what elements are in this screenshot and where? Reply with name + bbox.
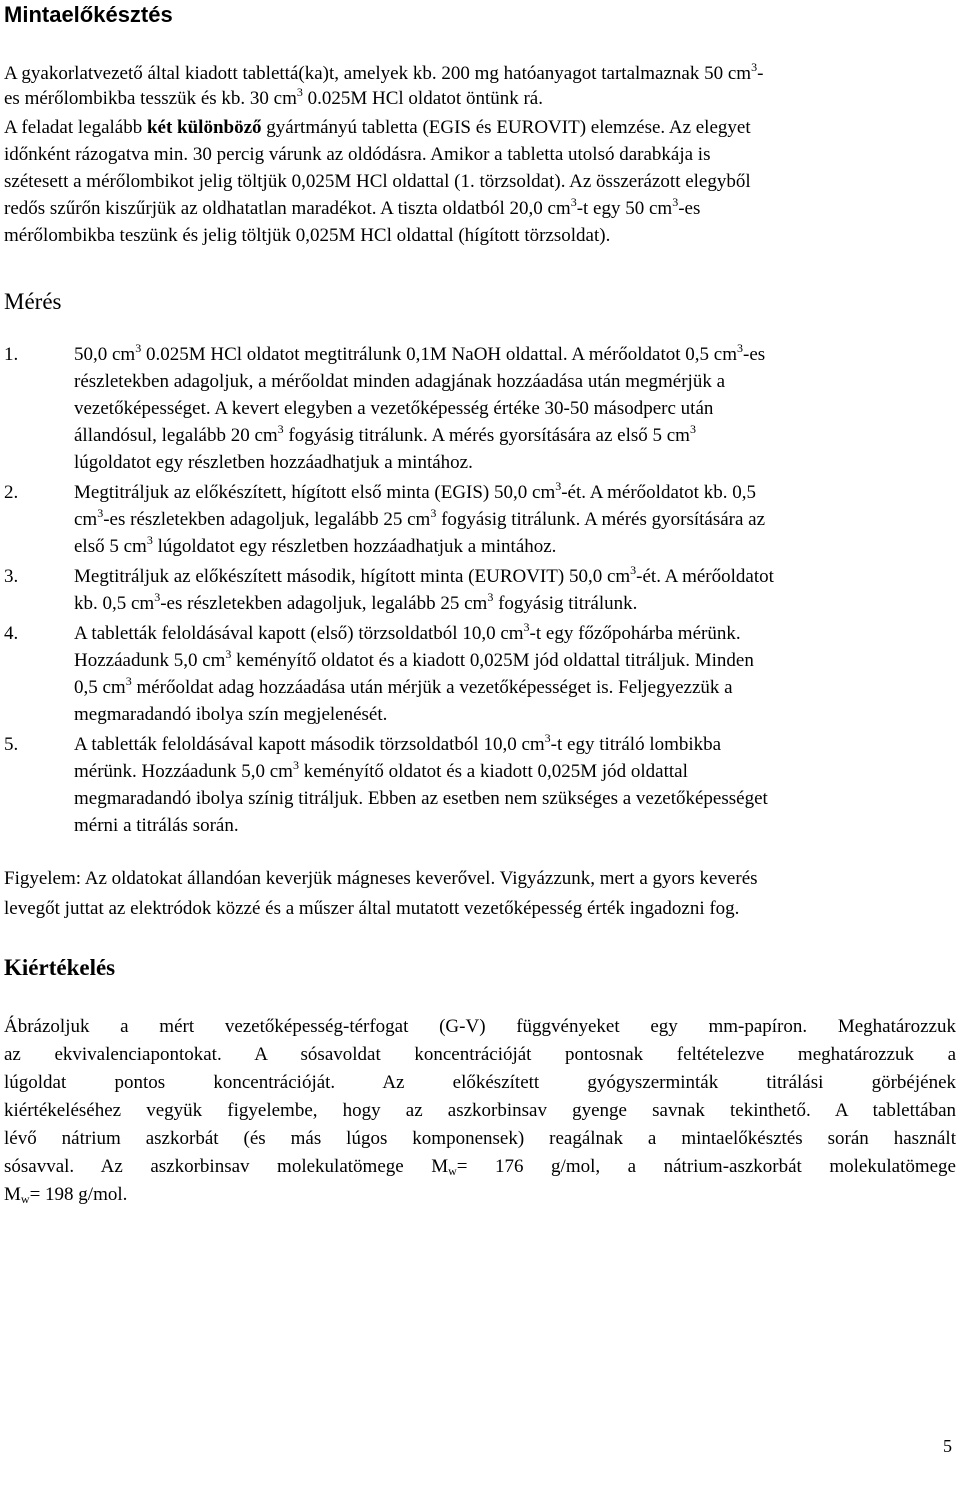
step-number: 2.: [4, 482, 19, 503]
emphasis-two-different: két különböző: [146, 117, 262, 138]
step-line: első 5 $cm^3$ lúgoldatot egy részletben hozzáadhatjuk a mintához.: [74, 533, 557, 557]
warning-line: levegőt juttat az elektródok közzé és a műszer által mutatott vezetőképesség érték ingadozni fog.: [4, 898, 740, 919]
warning-paragraph: [4, 865, 956, 922]
step-line: kb. 0,5 $cm^3-es$ részletekben adagoljuk, legalább 25 $cm^3$ fogyásig titrálunk.: [74, 590, 638, 614]
step-line: 50,0 $cm^3$ 0.025M HCl oldatot megtitrálunk 0,1M NaOH oldattal. A mérőoldatot 0,5 $cm^3-es$: [74, 341, 766, 365]
step-number: 5.: [4, 734, 19, 755]
prep-paragraph: [4, 60, 956, 249]
step-line: 0,5 $cm^3$ mérőoldat adag hozzáadása után mérjük a vezetőképességet is. Feljegyezzük a: [74, 674, 733, 698]
step-item: [4, 563, 956, 617]
prep-line: időnként rázogatva min. 30 percig várunk az oldódásra. Amikor a tabletta utolsó darabkája is: [4, 144, 711, 165]
step-item: [4, 620, 956, 728]
step-number: 1.: [4, 344, 19, 365]
step-line: Megtitráljuk az előkészített, hígított első minta (EGIS) 50,0 $cm^3-ét$. A mérőoldatot kb. 0,5: [74, 479, 756, 503]
eval-line: lévő nátrium aszkorbát (és más lúgos komponensek) reagálnak a mintaelőkésztés során használt: [4, 1128, 956, 1149]
prep-line: A feladat legalább két különböző gyártmányú tabletta (EGIS és EUROVIT) elemzése. Az elegyet: [4, 117, 751, 138]
heading-meres: Mérés: [4, 289, 62, 314]
step-line: A tabletták feloldásával kapott (első) törzsoldatból 10,0 $cm^3-t$ egy főzőpohárba mérünk.: [74, 620, 741, 644]
step-line: megmaradandó ibolya színig titráljuk. Ebben az esetben nem szükséges a vezetőképességet: [74, 788, 768, 809]
step-item: [4, 341, 956, 476]
prep-line: A gyakorlatvezető által kiadott tablettá(ka)t, amelyek kb. 200 mg hatóanyagot tartalmaznak 50 $cm^3-$: [4, 60, 764, 84]
step-line: vezetőképességet. A kevert elegyben a vezetőképesség értéke 30-50 másodperc után: [74, 398, 714, 419]
step-item: [4, 479, 956, 560]
measurement-steps-list: [4, 341, 956, 839]
eval-line: $M_w= 198$ g/mol.: [4, 1184, 128, 1206]
heading-kiertekeles: Kiértékelés: [4, 955, 116, 980]
step-line: állandósul, legalább 20 $cm^3$ fogyásig titrálunk. A mérés gyorsítására az első 5 $cm^3$: [74, 422, 696, 446]
step-line: A tabletták feloldásával kapott második törzsoldatból 10,0 $cm^3-t$ egy titráló lombikba: [74, 731, 722, 755]
prep-line: mérőlombikba teszünk és jelig töltjük 0,025M HCl oldattal (hígított törzsoldat).: [4, 225, 611, 246]
eval-line: Ábrázoljuk a mért vezetőképesség-térfogat (G-V) függvényeket egy mm-papíron. Meghatározzuk: [4, 1016, 956, 1037]
step-line: lúgoldatot egy részletben hozzáadhatjuk a mintához.: [74, 452, 473, 473]
evaluation-paragraph: [4, 1013, 956, 1208]
heading-mintaelokeszites: Mintaelőkésztés: [4, 2, 173, 27]
step-number: 4.: [4, 623, 19, 644]
step-item: [4, 731, 956, 839]
prep-line: es mérőlombikba tesszük és kb. 30 $cm^3$ 0.025M HCl oldatot öntünk rá.: [4, 85, 543, 109]
step-number: 3.: [4, 566, 19, 587]
step-line: részletekben adagoljuk, a mérőoldat minden adagjának hozzáadása után megmérjük a: [74, 371, 726, 392]
prep-line: redős szűrőn kiszűrjük az oldhatatlan maradékot. A tiszta oldatból 20,0 $cm^3-t$ egy 50 $cm^3-es$: [4, 195, 701, 219]
eval-line: az ekvivalenciapontokat. A sósavoldat koncentrációját pontosnak feltételezve meghatározzuk a: [4, 1044, 956, 1065]
step-line: Megtitráljuk az előkészített második, hígított minta (EUROVIT) 50,0 $cm^3-ét$. A mérőoldatot: [74, 563, 774, 587]
step-line: mérni a titrálás során.: [74, 815, 239, 836]
page-number: 5: [943, 1436, 952, 1456]
eval-line: kiértékeléséhez vegyük figyelembe, hogy az aszkorbinsav gyenge savnak tekinthető. A tablettában: [4, 1100, 956, 1121]
warning-line: Figyelem: Az oldatokat állandóan keverjük mágneses keverővel. Vigyázzunk, mert a gyors keverés: [4, 868, 758, 889]
step-line: Hozzáadunk 5,0 $cm^3$ keményítő oldatot és a kiadott 0,025M jód oldattal titráljuk. Minden: [74, 647, 754, 671]
eval-line: sósavval. Az aszkorbinsav molekulatömege $M_w= 176$ g/mol, a nátrium-aszkorbát molekulatömege: [4, 1156, 956, 1178]
step-line: mérünk. Hozzáadunk 5,0 $cm^3$ keményítő oldatot és a kiadott 0,025M jód oldattal: [74, 758, 688, 782]
eval-line: lúgoldat pontos koncentrációját. Az előkészített gyógyszerminták titrálási görbéjének: [4, 1072, 956, 1093]
step-line: megmaradandó ibolya szín megjelenését.: [74, 704, 388, 725]
prep-line: szétesett a mérőlombikot jelig töltjük 0,025M HCl oldattal (1. törzsoldat). Az összerázott elegyből: [4, 171, 751, 192]
step-line: $cm^3-es$ részletekben adagoljuk, legalább 25 $cm^3$ fogyásig titrálunk. A mérés gyorsítására az: [74, 506, 766, 530]
